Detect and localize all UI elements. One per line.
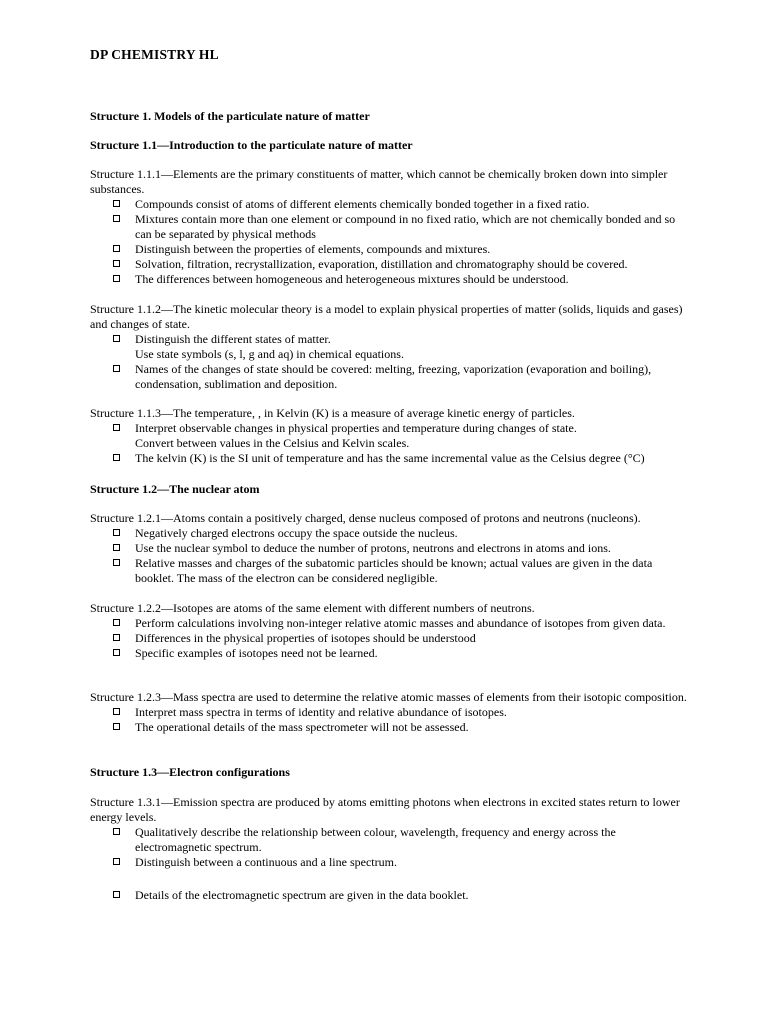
bullet-list [90,825,690,903]
checkbox-bullet-icon [113,708,120,715]
list-item [90,705,690,720]
list-item-text: Relative masses and charges of the subatomic particles should be known; actual values are given in the data booklet. The mass of the electron can be considered negligible. [135,556,653,585]
list-item [90,631,690,646]
checkbox-bullet-icon [113,891,120,898]
checkbox-bullet-icon [113,828,120,835]
sub-line: Use state symbols (s, l, g and aq) in chemical equations. [135,347,404,361]
checkbox-bullet-icon [113,245,120,252]
checkbox-bullet-icon [113,634,120,641]
section-1-2-3 [90,690,690,735]
section-1-1-2 [90,302,690,392]
bullet-list [90,451,690,466]
list-item-text: Compounds consist of atoms of different elements chemically bonded together in a fixed ratio. [135,197,590,211]
list-item [90,332,690,347]
section-intro: Structure 1.1.1—Elements are the primary constituents of matter, which cannot be chemically broken down into simpler substances. [90,167,668,196]
bullet-list [90,616,690,661]
checkbox-bullet-icon [113,365,120,372]
list-item [90,855,690,870]
checkbox-bullet-icon [113,200,120,207]
bullet-list [90,332,690,347]
list-item [90,616,690,631]
list-item [90,197,690,212]
checkbox-bullet-icon [113,723,120,730]
bullet-list [90,421,690,436]
bullet-list [90,197,690,287]
checkbox-bullet-icon [113,559,120,566]
list-item-text: Interpret mass spectra in terms of identity and relative abundance of isotopes. [135,705,507,719]
list-item [90,451,690,466]
checkbox-bullet-icon [113,215,120,222]
checkbox-bullet-icon [113,335,120,342]
list-item [90,646,690,661]
sub-line: Convert between values in the Celsius and Kelvin scales. [135,436,410,450]
list-item [90,362,690,392]
checkbox-bullet-icon [113,619,120,626]
list-item-text: The operational details of the mass spectrometer will not be assessed. [135,720,469,734]
heading-structure-1-3: Structure 1.3—Electron configurations [90,765,290,779]
section-1-2-2 [90,601,690,661]
section-1-1-3 [90,406,690,466]
section-intro: Structure 1.1.3—The temperature, , in Kelvin (K) is a measure of average kinetic energy of particles. [90,406,575,420]
checkbox-bullet-icon [113,275,120,282]
list-item-text: Negatively charged electrons occupy the space outside the nucleus. [135,526,458,540]
list-item [90,257,690,272]
list-item-text: Interpret observable changes in physical properties and temperature during changes of state. [135,421,577,435]
list-item [90,720,690,735]
list-item [90,526,690,541]
heading-structure-1-2: Structure 1.2—The nuclear atom [90,482,260,496]
heading-structure-1: Structure 1. Models of the particulate nature of matter [90,109,370,123]
bullet-list [90,705,690,735]
list-item [90,212,690,242]
section-1-2-1 [90,511,690,586]
checkbox-bullet-icon [113,649,120,656]
list-item-text: Distinguish between a continuous and a line spectrum. [135,855,397,869]
list-item-text: Qualitatively describe the relationship between colour, wavelength, frequency and energy across the electromagnetic spectrum. [135,825,616,854]
list-item-text: Distinguish the different states of matter. [135,332,331,346]
bullet-list [90,362,690,392]
list-item-text: Mixtures contain more than one element or compound in no fixed ratio, which are not chemically bonded and so can be separated by physical methods [135,212,676,241]
checkbox-bullet-icon [113,544,120,551]
list-item-text: Distinguish between the properties of elements, compounds and mixtures. [135,242,491,256]
list-item-text: The kelvin (K) is the SI unit of temperature and has the same incremental value as the Celsius degree (°C) [135,451,645,465]
list-item [90,888,690,903]
list-item [90,825,690,855]
list-item [90,541,690,556]
list-item-text: Differences in the physical properties of isotopes should be understood [135,631,476,645]
section-intro: Structure 1.1.2—The kinetic molecular theory is a model to explain physical properties of matter (solids, liquids and gases) and changes of state. [90,302,683,331]
list-item-text: Perform calculations involving non-integer relative atomic masses and abundance of isotopes from given data. [135,616,666,630]
list-item-text: Details of the electromagnetic spectrum are given in the data booklet. [135,888,469,902]
section-intro: Structure 1.2.2—Isotopes are atoms of the same element with different numbers of neutrons. [90,601,535,615]
list-item [90,421,690,436]
bullet-list [90,526,690,586]
section-intro: Structure 1.2.1—Atoms contain a positively charged, dense nucleus composed of protons and neutrons (nucleons). [90,511,641,525]
checkbox-bullet-icon [113,529,120,536]
checkbox-bullet-icon [113,454,120,461]
section-intro: Structure 1.3.1—Emission spectra are produced by atoms emitting photons when electrons in excited states return to lower energy levels. [90,795,680,824]
list-item-text: Names of the changes of state should be covered: melting, freezing, vaporization (evaporation and boiling), condensation, sublimation and deposition. [135,362,652,391]
checkbox-bullet-icon [113,858,120,865]
list-item [90,556,690,586]
list-item-text: Use the nuclear symbol to deduce the number of protons, neutrons and electrons in atoms and ions. [135,541,611,555]
heading-structure-1-1: Structure 1.1—Introduction to the particulate nature of matter [90,138,413,152]
checkbox-bullet-icon [113,424,120,431]
list-item-text: The differences between homogeneous and heterogeneous mixtures should be understood. [135,272,569,286]
section-1-1-1 [90,167,690,287]
section-intro: Structure 1.2.3—Mass spectra are used to determine the relative atomic masses of elements from their isotopic composition. [90,690,687,704]
document-title: DP CHEMISTRY HL [90,47,219,62]
list-item-text: Specific examples of isotopes need not be learned. [135,646,378,660]
list-item [90,242,690,257]
list-item [90,272,690,287]
section-1-3-1 [90,795,690,903]
checkbox-bullet-icon [113,260,120,267]
list-item-text: Solvation, filtration, recrystallization, evaporation, distillation and chromatography should be covered. [135,257,628,271]
